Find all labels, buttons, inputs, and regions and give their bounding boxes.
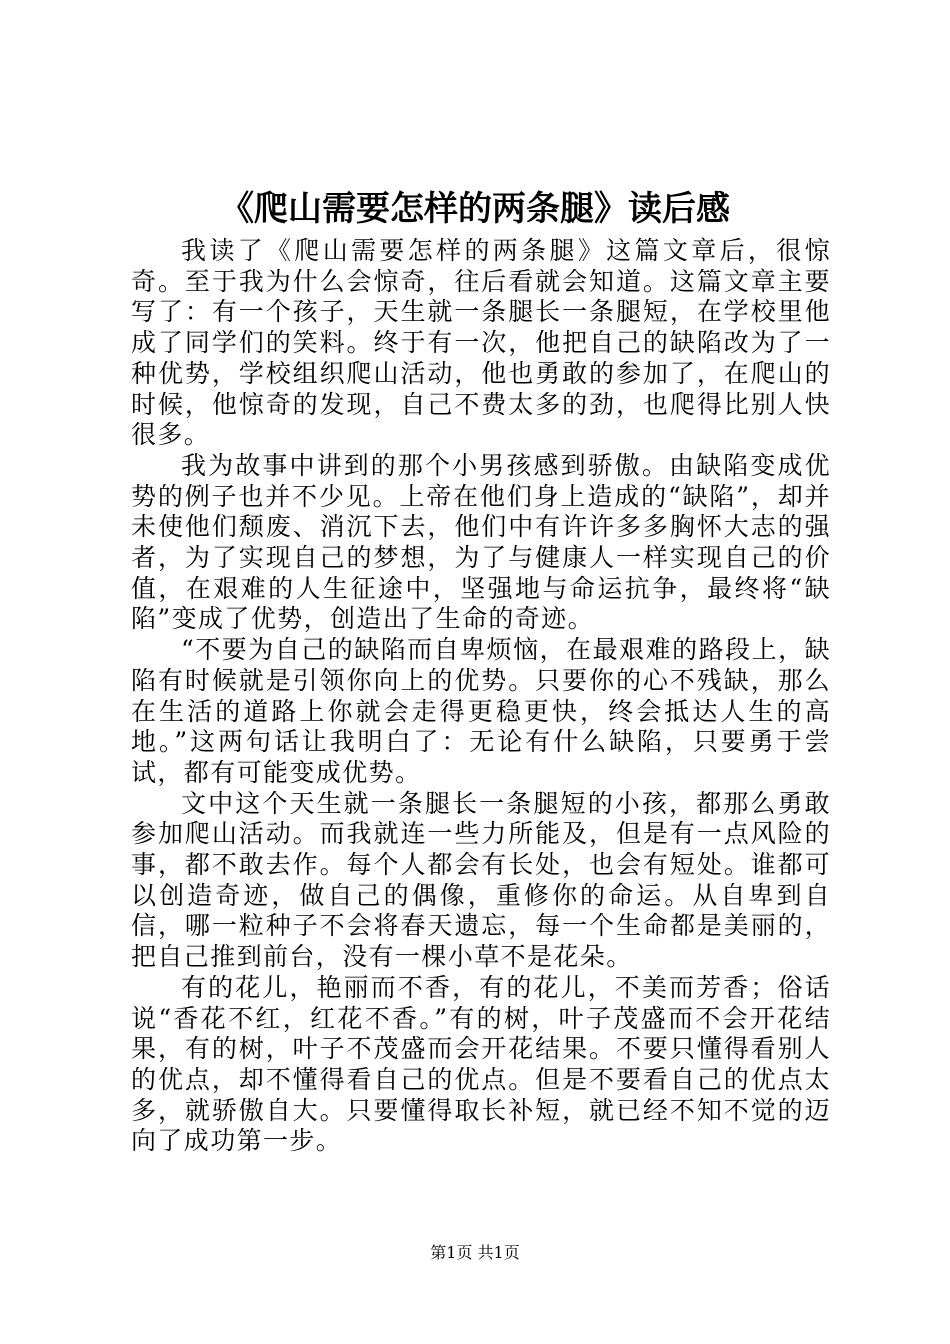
paragraph-3: “不要为自己的缺陷而自卑烦恼，在最艰难的路段上，缺陷有时候就是引领你向上的优势。只要你的心不残缺，那么在生活的道路上你就会走得更稳更快，终会抵达人生的高地。”这两句话让我明白了：无论有什么缺陷，只要勇于尝试，都有可能变成优势。 — [131, 635, 831, 787]
paragraph-1: 我读了《爬山需要怎样的两条腿》这篇文章后，很惊奇。至于我为什么会惊奇，往后看就会知道。这篇文章主要写了：有一个孩子，天生就一条腿长一条腿短，在学校里他成了同学们的笑料。终于有一次，他把自己的缺陷改为了一种优势，学校组织爬山活动，他也勇敢的参加了，在爬山的时候，他惊奇的发现，自己不费太多的劲，也爬得比别人快很多。 — [131, 236, 831, 450]
paragraph-5: 有的花儿，艳丽而不香，有的花儿，不美而芳香；俗话说“香花不红，红花不香。”有的树，叶子茂盛而不会开花结果，有的树，叶子不茂盛而会开花结果。不要只懂得看别人的优点，却不懂得看自己的优点。但是不要看自己的优点太多，就骄傲自大。只要懂得取长补短，就已经不知不觉的迈向了成功第一步。 — [131, 972, 831, 1156]
document-body — [131, 236, 831, 1157]
paragraph-2: 我为故事中讲到的那个小男孩感到骄傲。由缺陷变成优势的例子也并不少见。上帝在他们身上造成的“缺陷”，却并未使他们颓废、消沉下去，他们中有许许多多胸怀大志的强者，为了实现自己的梦想，为了与健康人一样实现自己的价值，在艰难的人生征途中，坚强地与命运抗争，最终将“缺陷”变成了优势，创造出了生命的奇迹。 — [131, 450, 831, 634]
page-number-footer: 第1页 共1页 — [430, 1243, 520, 1262]
paragraph-4: 文中这个天生就一条腿长一条腿短的小孩，都那么勇敢参加爬山活动。而我就连一些力所能及，但是有一点风险的事，都不敢去作。每个人都会有长处，也会有短处。谁都可以创造奇迹，做自己的偶像，重修你的命运。从自卑到自信，哪一粒种子不会将春天遗忘，每一个生命都是美丽的，把自己推到前台，没有一棵小草不是花朵。 — [131, 788, 831, 972]
document-title: 《爬山需要怎样的两条腿》读后感 — [220, 189, 730, 229]
